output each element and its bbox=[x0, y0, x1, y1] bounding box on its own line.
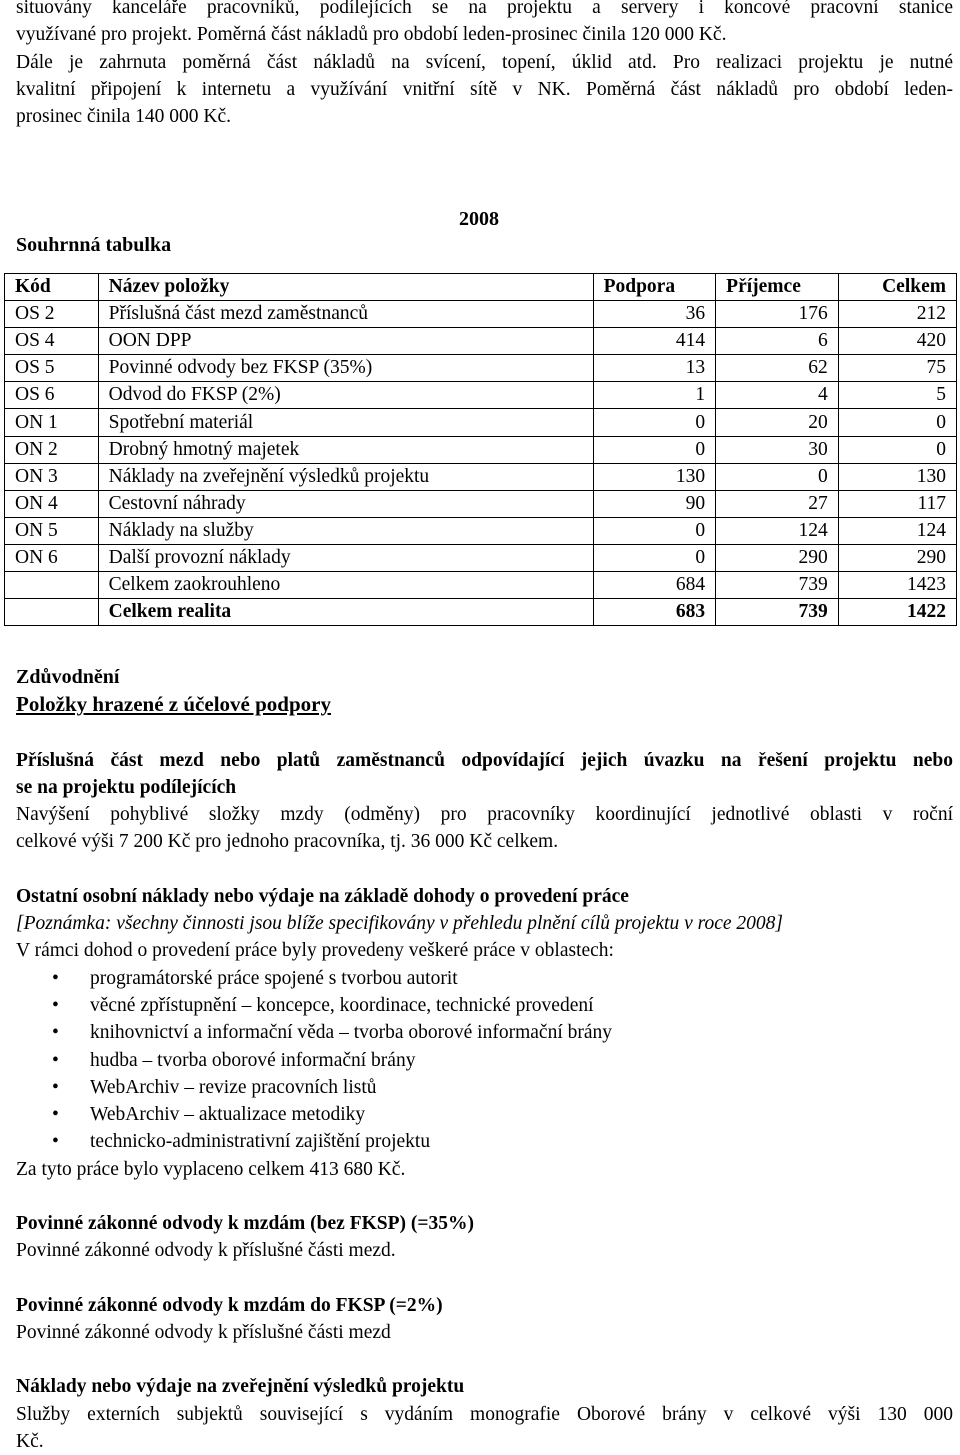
cell-support: 1 bbox=[593, 382, 716, 409]
table-row bbox=[5, 328, 957, 355]
table-row bbox=[5, 517, 957, 544]
bullet-icon: • bbox=[52, 1049, 59, 1071]
list-item-text: technicko-administrativní zajištění projektu bbox=[90, 1131, 431, 1153]
table-row bbox=[5, 544, 957, 571]
section-text: Navýšení pohyblivé složky mzdy (odměny) pro pracovníky koordinující jednotlivé oblasti v roční bbox=[16, 804, 953, 826]
section-heading: se na projektu podílejících bbox=[16, 776, 237, 798]
cell-code: ON 2 bbox=[5, 436, 99, 463]
list-item bbox=[16, 1128, 953, 1155]
cell-support: 0 bbox=[593, 544, 716, 571]
bullet-icon: • bbox=[52, 967, 59, 989]
cell-item-name: Příslušná část mezd zaměstnanců bbox=[98, 301, 593, 328]
cell-code: ON 4 bbox=[5, 490, 99, 517]
table-row bbox=[5, 599, 957, 626]
cell-item-name: Celkem realita bbox=[98, 599, 593, 626]
cell-item-name: Další provozní náklady bbox=[98, 544, 593, 571]
cell-support: 684 bbox=[593, 572, 716, 599]
cell-code: ON 3 bbox=[5, 463, 99, 490]
cell-total: 5 bbox=[838, 382, 956, 409]
cell-total: 1423 bbox=[838, 572, 956, 599]
cell-total: 212 bbox=[838, 301, 956, 328]
table-row bbox=[5, 301, 957, 328]
cell-code: OS 5 bbox=[5, 355, 99, 382]
cell-total: 117 bbox=[838, 490, 956, 517]
cell-item-name: Spotřební materiál bbox=[98, 409, 593, 436]
cell-recipient: 739 bbox=[716, 599, 839, 626]
cell-support: 13 bbox=[593, 355, 716, 382]
cell-item-name: OON DPP bbox=[98, 328, 593, 355]
cell-support: 130 bbox=[593, 463, 716, 490]
bullet-icon: • bbox=[52, 1104, 59, 1126]
header-support: Podpora bbox=[593, 274, 716, 301]
cell-recipient: 6 bbox=[716, 328, 839, 355]
cell-code: ON 6 bbox=[5, 544, 99, 571]
cell-code: OS 4 bbox=[5, 328, 99, 355]
cell-total: 420 bbox=[838, 328, 956, 355]
cell-recipient: 27 bbox=[716, 490, 839, 517]
cell-item-name: Drobný hmotný majetek bbox=[98, 436, 593, 463]
list-item bbox=[16, 1019, 953, 1046]
bullet-icon: • bbox=[52, 994, 59, 1016]
intro-line: Dále je zahrnuta poměrná část nákladů na svícení, topení, úklid atd. Pro realizaci projektu je nutné bbox=[16, 51, 953, 73]
cell-code: OS 2 bbox=[5, 301, 99, 328]
cell-support: 0 bbox=[593, 436, 716, 463]
justification-section bbox=[16, 664, 953, 1455]
cell-total: 1422 bbox=[838, 599, 956, 626]
table-row bbox=[5, 355, 957, 382]
cell-support: 0 bbox=[593, 409, 716, 436]
activity-list bbox=[16, 965, 953, 1156]
section-heading: Příslušná část mezd nebo platů zaměstnanců odpovídající jejich úvazku na řešení projektu nebo bbox=[16, 749, 953, 771]
table-row bbox=[5, 409, 957, 436]
table-row bbox=[5, 572, 957, 599]
cell-support: 683 bbox=[593, 599, 716, 626]
justification-subtitle: Položky hrazené z účelové podpory bbox=[16, 692, 331, 717]
cell-total: 0 bbox=[838, 436, 956, 463]
intro-line: situovány kanceláře pracovníků, podílejících se na projektu a servery i koncové pracovní stanice bbox=[16, 0, 953, 18]
document-page bbox=[16, 0, 953, 292]
cell-recipient: 124 bbox=[716, 517, 839, 544]
header-recipient: Příjemce bbox=[716, 274, 839, 301]
cell-total: 290 bbox=[838, 544, 956, 571]
cell-support: 36 bbox=[593, 301, 716, 328]
list-item-text: věcné zpřístupnění – koncepce, koordinace, technické provedení bbox=[90, 994, 594, 1016]
section-text: Kč. bbox=[16, 1430, 44, 1452]
section-text: Povinné zákonné odvody k příslušné části mezd bbox=[16, 1321, 391, 1343]
list-item bbox=[16, 1047, 953, 1074]
list-item-text: WebArchiv – revize pracovních listů bbox=[90, 1076, 377, 1098]
cell-code: ON 1 bbox=[5, 409, 99, 436]
table-row bbox=[5, 436, 957, 463]
summary-year: 2008 bbox=[459, 208, 499, 231]
cell-code bbox=[5, 599, 99, 626]
cell-support: 0 bbox=[593, 517, 716, 544]
cell-total: 75 bbox=[838, 355, 956, 382]
cell-total: 130 bbox=[838, 463, 956, 490]
section-text: Povinné zákonné odvody k příslušné části mezd. bbox=[16, 1240, 396, 1262]
list-item bbox=[16, 992, 953, 1019]
cell-code: OS 6 bbox=[5, 382, 99, 409]
section-heading: Povinné zákonné odvody k mzdám do FKSP (=2%) bbox=[16, 1294, 443, 1316]
list-item bbox=[16, 1101, 953, 1128]
cell-item-name: Povinné odvody bez FKSP (35%) bbox=[98, 355, 593, 382]
section-heading: Ostatní osobní náklady nebo výdaje na základě dohody o provedení práce bbox=[16, 885, 629, 907]
header-code: Kód bbox=[5, 274, 99, 301]
budget-table bbox=[4, 273, 957, 626]
header-total: Celkem bbox=[838, 274, 956, 301]
cell-total: 0 bbox=[838, 409, 956, 436]
cell-support: 414 bbox=[593, 328, 716, 355]
summary-table-label: Souhrnná tabulka bbox=[16, 234, 172, 257]
list-item bbox=[16, 965, 953, 992]
cell-recipient: 4 bbox=[716, 382, 839, 409]
cell-recipient: 176 bbox=[716, 301, 839, 328]
table-row bbox=[5, 382, 957, 409]
intro-paragraph bbox=[16, 0, 953, 130]
section-text: V rámci dohod o provedení práce byly provedeny veškeré práce v oblastech: bbox=[16, 940, 614, 962]
section-heading: Náklady nebo výdaje na zveřejnění výsledků projektu bbox=[16, 1376, 465, 1398]
bullet-icon: • bbox=[52, 1131, 59, 1153]
section-heading: Povinné zákonné odvody k mzdám (bez FKSP) (=35%) bbox=[16, 1213, 474, 1235]
cell-total: 124 bbox=[838, 517, 956, 544]
cell-item-name: Cestovní náhrady bbox=[98, 490, 593, 517]
cell-item-name: Náklady na služby bbox=[98, 517, 593, 544]
section-text: Služby externích subjektů související s vydáním monografie Oborové brány v celkové výši 130 000 bbox=[16, 1403, 953, 1425]
cell-recipient: 20 bbox=[716, 409, 839, 436]
cell-item-name: Odvod do FKSP (2%) bbox=[98, 382, 593, 409]
cell-recipient: 290 bbox=[716, 544, 839, 571]
list-item-text: knihovnictví a informační věda – tvorba oborové informační brány bbox=[90, 1022, 613, 1044]
list-item-text: programátorské práce spojené s tvorbou autorit bbox=[90, 967, 458, 989]
cell-recipient: 62 bbox=[716, 355, 839, 382]
cell-code: ON 5 bbox=[5, 517, 99, 544]
cell-code bbox=[5, 572, 99, 599]
table-row bbox=[5, 490, 957, 517]
cell-recipient: 30 bbox=[716, 436, 839, 463]
table-header-row bbox=[5, 274, 957, 301]
cell-item-name: Náklady na zveřejnění výsledků projektu bbox=[98, 463, 593, 490]
list-item-text: WebArchiv – aktualizace metodiky bbox=[90, 1104, 366, 1126]
header-item-name: Název položky bbox=[98, 274, 593, 301]
cell-recipient: 0 bbox=[716, 463, 839, 490]
section-text: celkové výši 7 200 Kč pro jednoho pracovníka, tj. 36 000 Kč celkem. bbox=[16, 831, 559, 853]
list-item bbox=[16, 1074, 953, 1101]
table-row bbox=[5, 463, 957, 490]
intro-line: kvalitní připojení k internetu a využívání vnitřní sítě v NK. Poměrná část nákladů pro období leden- bbox=[16, 78, 953, 100]
cell-item-name: Celkem zaokrouhleno bbox=[98, 572, 593, 599]
section-text: Za tyto práce bylo vyplaceno celkem 413 680 Kč. bbox=[16, 1158, 406, 1180]
intro-line: využívané pro projekt. Poměrná část nákladů pro období leden-prosinec činila 120 000 Kč. bbox=[16, 24, 727, 46]
section-note: [Poznámka: všechny činnosti jsou blíže specifikovány v přehledu plnění cílů projektu v roce 2008] bbox=[16, 913, 783, 935]
cell-support: 90 bbox=[593, 490, 716, 517]
bullet-icon: • bbox=[52, 1022, 59, 1044]
list-item-text: hudba – tvorba oborové informační brány bbox=[90, 1049, 416, 1071]
bullet-icon: • bbox=[52, 1076, 59, 1098]
cell-recipient: 739 bbox=[716, 572, 839, 599]
intro-line: prosinec činila 140 000 Kč. bbox=[16, 106, 231, 128]
justification-title: Zdůvodnění bbox=[16, 666, 120, 688]
